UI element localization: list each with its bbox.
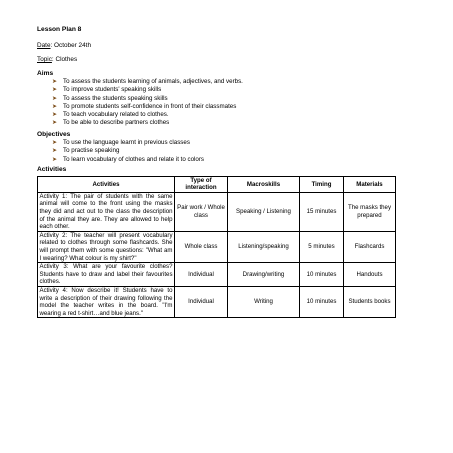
lesson-title: Lesson Plan 8 — [37, 26, 82, 33]
activities-heading: Activities — [37, 166, 67, 173]
aims-item: ➤ To teach vocabulary related to clothes. — [52, 111, 169, 119]
table-row — [38, 263, 396, 287]
bullet-arrow-icon: ➤ — [52, 79, 58, 85]
materials: Handouts — [344, 263, 396, 287]
table-row — [38, 231, 396, 262]
aims-item: ➤ To be able to describe partners clothes — [52, 119, 170, 127]
topic-label: Topic — [37, 56, 52, 63]
interaction-type: Whole class — [175, 231, 228, 262]
aims-heading: Aims — [37, 70, 54, 77]
table-row — [38, 286, 396, 317]
bullet-arrow-icon: ➤ — [52, 112, 58, 119]
header-materials: Materials — [344, 177, 396, 193]
timing: 15 minutes — [300, 192, 344, 231]
date-value: : October 24th — [50, 42, 91, 49]
date-label: Date — [37, 42, 51, 49]
interaction-type: Individual — [175, 286, 228, 317]
header-timing: Timing — [300, 177, 344, 193]
macroskills: Listening/speaking — [228, 231, 300, 262]
timing: 10 minutes — [300, 263, 344, 287]
objectives-item: ➤ To learn vocabulary of clothes and relate it to colors — [52, 155, 205, 163]
table-header-row — [38, 177, 396, 193]
activity-description: Activity 1: The pair of students with the same animal will come to the front using the masks they did and act out to the class the description of the animal they are. They are allowed to help each other. — [39, 192, 173, 231]
header-interaction: Type of interaction — [175, 177, 228, 193]
objectives-heading: Objectives — [37, 131, 71, 138]
objectives-list — [52, 139, 204, 164]
timing: 10 minutes — [300, 286, 344, 317]
objectives-item: ➤ To use the language learnt in previous classes — [52, 139, 190, 146]
aims-item: ➤ To improve students' speaking skills — [52, 86, 162, 94]
bullet-arrow-icon: ➤ — [52, 103, 58, 110]
header-macroskills: Macroskills — [228, 177, 300, 193]
date-line — [37, 42, 91, 49]
bullet-arrow-icon: ➤ — [52, 87, 58, 94]
materials: Flashcards — [344, 231, 396, 262]
timing: 5 minutes — [300, 231, 344, 262]
activity-description: Activity 4: Now describe it! Students have to write a description of their drawing following the model the teacher writes in the board. "I'm wearing a red t-shirt…and blue jeans." — [39, 286, 173, 317]
materials: Students books — [344, 286, 396, 317]
topic-line — [37, 56, 77, 63]
macroskills: Speaking / Listening — [228, 192, 300, 231]
header-activities: Activities — [38, 177, 175, 193]
activity-description: Activity 2: The teacher will present vocabulary related to clothes through some flashcards. She will prompt them with some questions: "What am I wearing? What colour is my shirt?" — [39, 231, 173, 262]
aims-list — [52, 78, 243, 128]
bullet-arrow-icon: ➤ — [52, 120, 58, 127]
topic-value: : Clothes — [51, 56, 78, 63]
materials: The masks they prepared — [344, 192, 396, 231]
objectives-item: ➤ To practise speaking — [52, 147, 120, 155]
macroskills: Drawing/writing — [228, 263, 300, 287]
bullet-arrow-icon: ➤ — [52, 95, 58, 102]
aims-item: ➤ To promote students self-confidence in front of their classmates — [52, 102, 237, 110]
bullet-arrow-icon: ➤ — [52, 148, 58, 155]
activity-description: Activity 3: What are your favourite clothes? Students have to draw and label their favourites clothes. — [39, 263, 173, 286]
aims-item: ➤ To assess the students learning of animals, adjectives, and verbs. — [52, 78, 243, 85]
table-row — [38, 192, 396, 231]
bullet-arrow-icon: ➤ — [52, 156, 58, 163]
interaction-type: Individual — [175, 263, 228, 287]
bullet-arrow-icon: ➤ — [52, 140, 58, 146]
macroskills: Writing — [228, 286, 300, 317]
aims-item: ➤ To assess the students speaking skills — [52, 94, 168, 102]
interaction-type: Pair work / Whole class — [175, 192, 228, 231]
activities-table — [37, 176, 396, 318]
